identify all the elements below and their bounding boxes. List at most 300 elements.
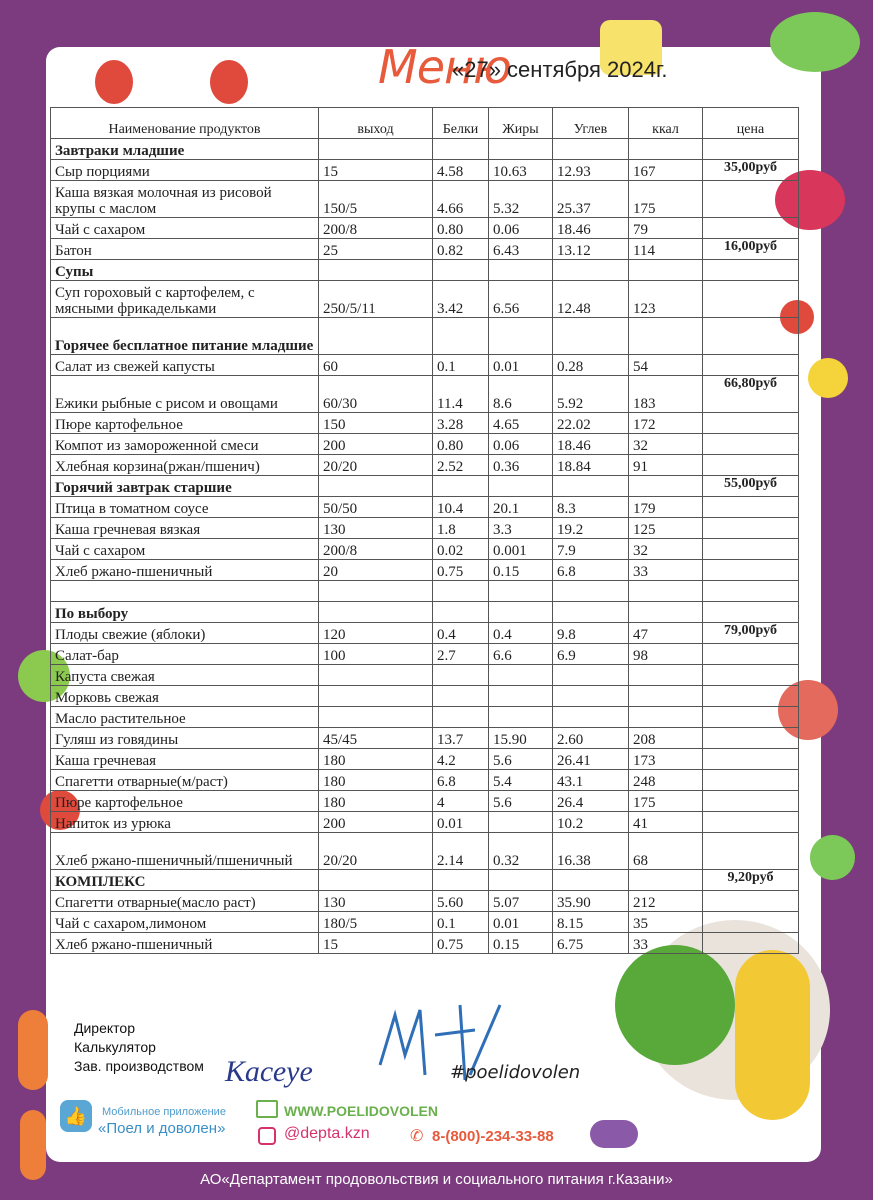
item-name: Хлеб ржано-пшеничный bbox=[51, 933, 319, 954]
cell-b: 5.60 bbox=[433, 891, 489, 912]
cell-c: 18.46 bbox=[553, 434, 629, 455]
cell-kcal: 32 bbox=[629, 539, 703, 560]
table-row bbox=[51, 833, 799, 870]
cell-price bbox=[703, 560, 799, 581]
column-header: цена bbox=[703, 108, 799, 139]
cell-kcal: 32 bbox=[629, 434, 703, 455]
website-icon bbox=[256, 1100, 278, 1118]
table-row bbox=[51, 434, 799, 455]
item-name: Ежики рыбные с рисом и овощами bbox=[51, 376, 319, 413]
table-row bbox=[51, 355, 799, 376]
cell-c: 5.92 bbox=[553, 376, 629, 413]
item-name: Батон bbox=[51, 239, 319, 260]
item-name: Спагетти отварные(масло раст) bbox=[51, 891, 319, 912]
column-header: Жиры bbox=[489, 108, 553, 139]
cell-c: 10.2 bbox=[553, 812, 629, 833]
cell-c: 8.3 bbox=[553, 497, 629, 518]
instagram-icon bbox=[258, 1127, 276, 1145]
hashtag: #poelidovolen bbox=[450, 1062, 581, 1083]
cell-f: 8.6 bbox=[489, 376, 553, 413]
cell-out bbox=[319, 707, 433, 728]
cell-f bbox=[489, 665, 553, 686]
cell-b bbox=[433, 318, 489, 355]
cell-c: 8.15 bbox=[553, 912, 629, 933]
cell-out: 150/5 bbox=[319, 181, 433, 218]
cell-out bbox=[319, 686, 433, 707]
cell-price bbox=[703, 281, 799, 318]
section-title: Горячее бесплатное питание младшие bbox=[51, 318, 319, 355]
broccoli-icon bbox=[615, 945, 735, 1065]
table-row bbox=[51, 455, 799, 476]
cell-c: 7.9 bbox=[553, 539, 629, 560]
table-row bbox=[51, 812, 799, 833]
cell-f bbox=[489, 476, 553, 497]
cell-price: 79,00руб bbox=[703, 623, 799, 644]
cell-b bbox=[433, 139, 489, 160]
cell-b bbox=[433, 870, 489, 891]
cell-c: 16.38 bbox=[553, 833, 629, 870]
section-title: КОМПЛЕКС bbox=[51, 870, 319, 891]
cell-kcal: 123 bbox=[629, 281, 703, 318]
cell-out bbox=[319, 581, 433, 602]
cell-kcal: 173 bbox=[629, 749, 703, 770]
table-row bbox=[51, 376, 799, 413]
cell-f: 5.4 bbox=[489, 770, 553, 791]
cell-b: 10.4 bbox=[433, 497, 489, 518]
cell-b: 0.75 bbox=[433, 560, 489, 581]
cell-price bbox=[703, 413, 799, 434]
table-row bbox=[51, 791, 799, 812]
cell-c bbox=[553, 665, 629, 686]
cell-kcal: 114 bbox=[629, 239, 703, 260]
cell-out bbox=[319, 318, 433, 355]
cell-c: 25.37 bbox=[553, 181, 629, 218]
cell-out: 130 bbox=[319, 891, 433, 912]
table-row bbox=[51, 281, 799, 318]
cell-price bbox=[703, 812, 799, 833]
cell-b: 0.82 bbox=[433, 239, 489, 260]
cell-c bbox=[553, 260, 629, 281]
cell-c bbox=[553, 707, 629, 728]
section-title: По выбору bbox=[51, 602, 319, 623]
item-name: Сыр порциями bbox=[51, 160, 319, 181]
lettuce-icon bbox=[770, 12, 860, 72]
cell-f: 0.15 bbox=[489, 933, 553, 954]
cell-out: 180/5 bbox=[319, 912, 433, 933]
cell-out: 60 bbox=[319, 355, 433, 376]
cell-b: 3.28 bbox=[433, 413, 489, 434]
cell-kcal bbox=[629, 581, 703, 602]
cell-f: 0.01 bbox=[489, 912, 553, 933]
cell-out: 130 bbox=[319, 518, 433, 539]
cell-kcal: 33 bbox=[629, 560, 703, 581]
cell-b: 4.2 bbox=[433, 749, 489, 770]
cell-price: 9,20руб bbox=[703, 870, 799, 891]
cell-kcal: 212 bbox=[629, 891, 703, 912]
cell-b: 4.66 bbox=[433, 181, 489, 218]
cell-b bbox=[433, 602, 489, 623]
cell-f bbox=[489, 686, 553, 707]
cell-c: 6.9 bbox=[553, 644, 629, 665]
tomato-icon bbox=[210, 60, 248, 104]
cell-price bbox=[703, 260, 799, 281]
cell-b bbox=[433, 686, 489, 707]
cell-b: 0.02 bbox=[433, 539, 489, 560]
section-title: Супы bbox=[51, 260, 319, 281]
app-name[interactable]: «Поел и доволен» bbox=[98, 1120, 226, 1137]
table-row bbox=[51, 728, 799, 749]
cell-b bbox=[433, 707, 489, 728]
column-header: выход bbox=[319, 108, 433, 139]
cell-price bbox=[703, 770, 799, 791]
cell-kcal bbox=[629, 476, 703, 497]
cell-kcal: 54 bbox=[629, 355, 703, 376]
cell-out: 20/20 bbox=[319, 455, 433, 476]
section-row bbox=[51, 260, 799, 281]
item-name: Чай с сахаром,лимоном bbox=[51, 912, 319, 933]
cell-b: 0.75 bbox=[433, 933, 489, 954]
cell-c: 26.41 bbox=[553, 749, 629, 770]
calculator-label: Калькулятор bbox=[74, 1039, 156, 1055]
cell-c bbox=[553, 318, 629, 355]
cell-f: 0.06 bbox=[489, 434, 553, 455]
cell-f: 0.36 bbox=[489, 455, 553, 476]
cell-c bbox=[553, 139, 629, 160]
cell-out: 100 bbox=[319, 644, 433, 665]
cell-price bbox=[703, 318, 799, 355]
cell-b: 2.52 bbox=[433, 455, 489, 476]
cell-kcal: 175 bbox=[629, 181, 703, 218]
table-row bbox=[51, 749, 799, 770]
cell-kcal: 47 bbox=[629, 623, 703, 644]
carrot-icon bbox=[20, 1110, 46, 1180]
cell-price bbox=[703, 602, 799, 623]
section-row bbox=[51, 139, 799, 160]
item-name: Хлебная корзина(ржан/пшенич) bbox=[51, 455, 319, 476]
cell-kcal: 248 bbox=[629, 770, 703, 791]
handwritten-signature: Касеуе bbox=[225, 1055, 313, 1088]
cell-kcal: 183 bbox=[629, 376, 703, 413]
cell-price bbox=[703, 891, 799, 912]
cell-b: 2.14 bbox=[433, 833, 489, 870]
cell-f bbox=[489, 260, 553, 281]
cell-out: 60/30 bbox=[319, 376, 433, 413]
table-row bbox=[51, 181, 799, 218]
cell-c bbox=[553, 476, 629, 497]
cell-out: 200 bbox=[319, 812, 433, 833]
cell-f: 6.6 bbox=[489, 644, 553, 665]
production-label: Зав. производством bbox=[74, 1058, 204, 1074]
item-name: Каша гречневая вязкая bbox=[51, 518, 319, 539]
cell-f: 0.001 bbox=[489, 539, 553, 560]
table-row bbox=[51, 239, 799, 260]
cell-price bbox=[703, 497, 799, 518]
cell-f: 15.90 bbox=[489, 728, 553, 749]
table-row bbox=[51, 518, 799, 539]
cell-b: 0.80 bbox=[433, 434, 489, 455]
cell-b: 0.80 bbox=[433, 218, 489, 239]
cell-price bbox=[703, 434, 799, 455]
cell-c: 12.48 bbox=[553, 281, 629, 318]
cell-b bbox=[433, 476, 489, 497]
table-row bbox=[51, 707, 799, 728]
section-row bbox=[51, 476, 799, 497]
cell-kcal bbox=[629, 139, 703, 160]
cell-b: 1.8 bbox=[433, 518, 489, 539]
item-name: Чай с сахаром bbox=[51, 218, 319, 239]
item-name: Компот из замороженной смеси bbox=[51, 434, 319, 455]
cell-kcal: 35 bbox=[629, 912, 703, 933]
item-name: Каша вязкая молочная из рисовой крупы с маслом bbox=[51, 181, 319, 218]
website-link[interactable]: WWW.POELIDOVOLEN bbox=[284, 1103, 438, 1119]
cell-kcal: 208 bbox=[629, 728, 703, 749]
cell-b bbox=[433, 260, 489, 281]
table-header-row bbox=[51, 108, 799, 139]
cell-b: 0.01 bbox=[433, 812, 489, 833]
cell-out: 45/45 bbox=[319, 728, 433, 749]
page-title: Меню bbox=[378, 40, 511, 94]
cell-b bbox=[433, 665, 489, 686]
item-name: Масло растительное bbox=[51, 707, 319, 728]
cell-kcal: 125 bbox=[629, 518, 703, 539]
cell-price bbox=[703, 791, 799, 812]
cell-f: 5.32 bbox=[489, 181, 553, 218]
section-row bbox=[51, 318, 799, 355]
cell-price bbox=[703, 139, 799, 160]
cell-f: 0.4 bbox=[489, 623, 553, 644]
cell-out: 20/20 bbox=[319, 833, 433, 870]
phone-number[interactable]: 8-(800)-234-33-88 bbox=[432, 1128, 554, 1145]
table-row bbox=[51, 933, 799, 954]
cell-c: 43.1 bbox=[553, 770, 629, 791]
cell-out: 25 bbox=[319, 239, 433, 260]
table-row bbox=[51, 912, 799, 933]
cell-f bbox=[489, 707, 553, 728]
tomato-icon bbox=[95, 60, 133, 104]
cell-out: 250/5/11 bbox=[319, 281, 433, 318]
cell-f: 6.43 bbox=[489, 239, 553, 260]
column-header: ккал bbox=[629, 108, 703, 139]
item-name: Напиток из урюка bbox=[51, 812, 319, 833]
cell-c bbox=[553, 870, 629, 891]
item-name bbox=[51, 581, 319, 602]
cell-price: 55,00руб bbox=[703, 476, 799, 497]
cell-c: 6.75 bbox=[553, 933, 629, 954]
cell-out: 200 bbox=[319, 434, 433, 455]
table-row bbox=[51, 581, 799, 602]
cell-b: 0.4 bbox=[433, 623, 489, 644]
cell-price bbox=[703, 912, 799, 933]
cell-f: 5.6 bbox=[489, 791, 553, 812]
item-name: Плоды свежие (яблоки) bbox=[51, 623, 319, 644]
section-row bbox=[51, 870, 799, 891]
cell-kcal: 68 bbox=[629, 833, 703, 870]
cell-b: 0.1 bbox=[433, 912, 489, 933]
cell-kcal bbox=[629, 665, 703, 686]
cell-out: 200/8 bbox=[319, 218, 433, 239]
cell-price bbox=[703, 218, 799, 239]
item-name: Каша гречневая bbox=[51, 749, 319, 770]
cell-out bbox=[319, 139, 433, 160]
cell-b: 13.7 bbox=[433, 728, 489, 749]
column-header: Углев bbox=[553, 108, 629, 139]
signature-block bbox=[74, 1019, 204, 1076]
cell-c: 22.02 bbox=[553, 413, 629, 434]
cell-b: 6.8 bbox=[433, 770, 489, 791]
cell-b: 11.4 bbox=[433, 376, 489, 413]
carrot-icon bbox=[18, 1010, 48, 1090]
cell-c: 18.84 bbox=[553, 455, 629, 476]
cell-kcal: 33 bbox=[629, 933, 703, 954]
cell-kcal bbox=[629, 602, 703, 623]
cell-f: 20.1 bbox=[489, 497, 553, 518]
cell-out: 150 bbox=[319, 413, 433, 434]
cell-kcal: 98 bbox=[629, 644, 703, 665]
cell-f: 3.3 bbox=[489, 518, 553, 539]
cell-c: 19.2 bbox=[553, 518, 629, 539]
cell-f bbox=[489, 812, 553, 833]
menu-body bbox=[51, 139, 799, 954]
cell-f: 5.6 bbox=[489, 749, 553, 770]
cell-f: 4.65 bbox=[489, 413, 553, 434]
cell-price bbox=[703, 581, 799, 602]
cell-out bbox=[319, 665, 433, 686]
item-name: Птица в томатном соусе bbox=[51, 497, 319, 518]
cell-f bbox=[489, 602, 553, 623]
cell-price bbox=[703, 665, 799, 686]
cell-out: 180 bbox=[319, 791, 433, 812]
organization-footer: АО«Департамент продовольствия и социального питания г.Казани» bbox=[200, 1171, 673, 1188]
cell-b: 4 bbox=[433, 791, 489, 812]
cell-out: 180 bbox=[319, 749, 433, 770]
cell-f: 5.07 bbox=[489, 891, 553, 912]
cell-price bbox=[703, 749, 799, 770]
cell-kcal: 179 bbox=[629, 497, 703, 518]
director-label: Директор bbox=[74, 1020, 135, 1036]
cell-c: 35.90 bbox=[553, 891, 629, 912]
cell-out bbox=[319, 602, 433, 623]
cell-price: 16,00руб bbox=[703, 239, 799, 260]
item-name: Капуста свежая bbox=[51, 665, 319, 686]
item-name: Салат из свежей капусты bbox=[51, 355, 319, 376]
table-row bbox=[51, 413, 799, 434]
instagram-link[interactable]: @depta.kzn bbox=[284, 1125, 370, 1142]
cell-b: 0.1 bbox=[433, 355, 489, 376]
section-title: Завтраки младшие bbox=[51, 139, 319, 160]
item-name: Хлеб ржано-пшеничный/пшеничный bbox=[51, 833, 319, 870]
section-title: Горячий завтрак старшие bbox=[51, 476, 319, 497]
item-name: Чай с сахаром bbox=[51, 539, 319, 560]
cell-f: 6.56 bbox=[489, 281, 553, 318]
cell-price bbox=[703, 455, 799, 476]
table-row bbox=[51, 160, 799, 181]
cell-f: 0.15 bbox=[489, 560, 553, 581]
cell-price bbox=[703, 539, 799, 560]
column-header: Наименование продуктов bbox=[51, 108, 319, 139]
cell-c bbox=[553, 581, 629, 602]
item-name: Спагетти отварные(м/раст) bbox=[51, 770, 319, 791]
table-row bbox=[51, 539, 799, 560]
cell-out bbox=[319, 476, 433, 497]
cell-c: 26.4 bbox=[553, 791, 629, 812]
cell-out: 15 bbox=[319, 160, 433, 181]
cell-c: 12.93 bbox=[553, 160, 629, 181]
cell-c: 18.46 bbox=[553, 218, 629, 239]
cell-price bbox=[703, 728, 799, 749]
cell-f bbox=[489, 318, 553, 355]
phone-icon: ✆ bbox=[410, 1128, 424, 1145]
cell-kcal bbox=[629, 707, 703, 728]
cell-f bbox=[489, 870, 553, 891]
menu-date: «27» сентября 2024г. bbox=[452, 57, 668, 82]
table-row bbox=[51, 891, 799, 912]
leaf-icon bbox=[810, 835, 855, 880]
cell-kcal: 175 bbox=[629, 791, 703, 812]
cell-price bbox=[703, 686, 799, 707]
item-name: Суп гороховый с картофелем, с мясными фрикадельками bbox=[51, 281, 319, 318]
item-name: Пюре картофельное bbox=[51, 791, 319, 812]
cell-kcal: 172 bbox=[629, 413, 703, 434]
table-row bbox=[51, 497, 799, 518]
item-name: Салат-бар bbox=[51, 644, 319, 665]
table-row bbox=[51, 644, 799, 665]
cell-c bbox=[553, 602, 629, 623]
cell-f: 10.63 bbox=[489, 160, 553, 181]
smile-icon bbox=[808, 358, 848, 398]
cell-price bbox=[703, 707, 799, 728]
cell-price bbox=[703, 518, 799, 539]
cell-c: 2.60 bbox=[553, 728, 629, 749]
cell-kcal bbox=[629, 686, 703, 707]
cell-price bbox=[703, 644, 799, 665]
cell-b: 2.7 bbox=[433, 644, 489, 665]
cell-price: 66,80руб bbox=[703, 376, 799, 413]
app-label: Мобильное приложение bbox=[102, 1106, 226, 1118]
cell-out: 180 bbox=[319, 770, 433, 791]
cell-out: 200/8 bbox=[319, 539, 433, 560]
table-row bbox=[51, 686, 799, 707]
item-name: Пюре картофельное bbox=[51, 413, 319, 434]
cell-kcal: 91 bbox=[629, 455, 703, 476]
cell-f: 0.06 bbox=[489, 218, 553, 239]
cell-out: 120 bbox=[319, 623, 433, 644]
candy-icon bbox=[590, 1120, 638, 1148]
cell-c: 0.28 bbox=[553, 355, 629, 376]
cell-f: 0.01 bbox=[489, 355, 553, 376]
table-row bbox=[51, 218, 799, 239]
item-name: Гуляш из говядины bbox=[51, 728, 319, 749]
cell-out: 50/50 bbox=[319, 497, 433, 518]
cell-c bbox=[553, 686, 629, 707]
table-row bbox=[51, 770, 799, 791]
cell-price bbox=[703, 181, 799, 218]
cell-kcal: 79 bbox=[629, 218, 703, 239]
app-icon[interactable]: 👍 bbox=[60, 1100, 92, 1132]
cell-c: 6.8 bbox=[553, 560, 629, 581]
menu-table bbox=[50, 107, 799, 954]
cell-kcal: 41 bbox=[629, 812, 703, 833]
item-name: Морковь свежая bbox=[51, 686, 319, 707]
cell-price bbox=[703, 833, 799, 870]
item-name: Хлеб ржано-пшеничный bbox=[51, 560, 319, 581]
cell-kcal bbox=[629, 870, 703, 891]
cell-f: 0.32 bbox=[489, 833, 553, 870]
cell-b: 4.58 bbox=[433, 160, 489, 181]
cell-f bbox=[489, 139, 553, 160]
cell-price bbox=[703, 355, 799, 376]
table-row bbox=[51, 623, 799, 644]
cell-f bbox=[489, 581, 553, 602]
